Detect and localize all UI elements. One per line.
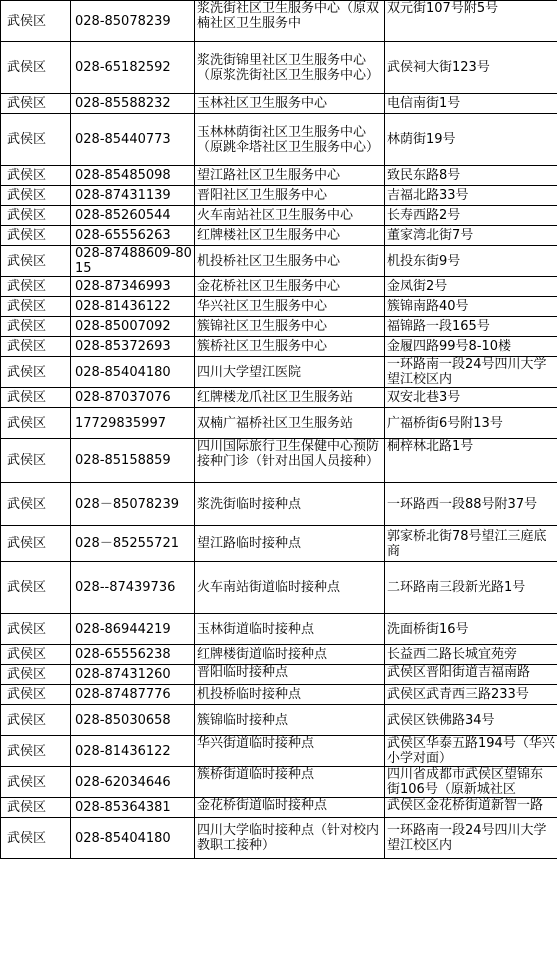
- district-cell: 武侯区: [1, 408, 71, 439]
- phone-cell: 028-65556238: [71, 645, 195, 665]
- phone-cell: 028-81436122: [71, 297, 195, 317]
- site-name-cell: 金花桥街道临时接种点: [195, 798, 385, 818]
- table-row: [1, 317, 557, 337]
- address-cell: 武侯区华泰五路194号（华兴小学对面）: [385, 736, 557, 767]
- site-name-cell: 浆洗街锦里社区卫生服务中心（原浆洗街社区卫生服务中心）: [195, 42, 385, 94]
- site-name-cell: 双楠广福桥社区卫生服务站: [195, 408, 385, 439]
- address-cell: 机投东街9号: [385, 246, 557, 277]
- site-name-cell: 望江路临时接种点: [195, 526, 385, 562]
- phone-cell: 028-85030658: [71, 705, 195, 736]
- phone-cell: 028-85372693: [71, 337, 195, 357]
- table-row: [1, 226, 557, 246]
- address-cell: 武侯区晋阳街道吉福南路: [385, 665, 557, 685]
- site-name-cell: 华兴社区卫生服务中心: [195, 297, 385, 317]
- district-cell: 武侯区: [1, 685, 71, 705]
- address-cell: 双元街107号附5号: [385, 1, 557, 42]
- district-cell: 武侯区: [1, 166, 71, 186]
- site-name-cell: 簇桥社区卫生服务中心: [195, 337, 385, 357]
- address-cell: 吉福北路33号: [385, 186, 557, 206]
- table-row: [1, 94, 557, 114]
- address-cell: 董家湾北街7号: [385, 226, 557, 246]
- phone-cell: 028-85440773: [71, 114, 195, 166]
- phone-cell: 028-87037076: [71, 388, 195, 408]
- table-row: [1, 562, 557, 614]
- table-row: [1, 767, 557, 798]
- phone-cell: 028-87488609-8015: [71, 246, 195, 277]
- site-name-cell: 机投桥社区卫生服务中心: [195, 246, 385, 277]
- district-cell: 武侯区: [1, 317, 71, 337]
- address-cell: 桐梓林北路1号: [385, 439, 557, 483]
- phone-cell: 028-65556263: [71, 226, 195, 246]
- table-row: [1, 206, 557, 226]
- address-cell: 武侯区铁佛路34号: [385, 705, 557, 736]
- phone-cell: 028-85158859: [71, 439, 195, 483]
- address-cell: 一环路南一段24号四川大学望江校区内: [385, 357, 557, 388]
- address-cell: 福锦路一段165号: [385, 317, 557, 337]
- table-row: [1, 685, 557, 705]
- table-row: [1, 186, 557, 206]
- site-name-cell: 华兴街道临时接种点: [195, 736, 385, 767]
- site-name-cell: 四川国际旅行卫生保健中心预防接种门诊（针对出国人员接种）: [195, 439, 385, 483]
- site-name-cell: 火车南站街道临时接种点: [195, 562, 385, 614]
- table-row: [1, 665, 557, 685]
- address-cell: 郭家桥北街78号望江三庭底商: [385, 526, 557, 562]
- district-cell: 武侯区: [1, 562, 71, 614]
- district-cell: 武侯区: [1, 94, 71, 114]
- district-cell: 武侯区: [1, 337, 71, 357]
- address-cell: 四川省成都市武侯区望锦东街106号（原新城社区: [385, 767, 557, 798]
- address-cell: 金履四路99号8-10楼: [385, 337, 557, 357]
- phone-cell: 028--87439736: [71, 562, 195, 614]
- address-cell: 林荫街19号: [385, 114, 557, 166]
- address-cell: 一环路西一段88号附37号: [385, 483, 557, 526]
- address-cell: 致民东路8号: [385, 166, 557, 186]
- address-cell: 洗面桥街16号: [385, 614, 557, 645]
- site-name-cell: 红牌楼社区卫生服务中心: [195, 226, 385, 246]
- site-name-cell: 火车南站社区卫生服务中心: [195, 206, 385, 226]
- table-row: [1, 114, 557, 166]
- site-name-cell: 浆洗街社区卫生服务中心（原双楠社区卫生服务中: [195, 1, 385, 42]
- phone-cell: 028-85078239: [71, 1, 195, 42]
- site-name-cell: 玉林社区卫生服务中心: [195, 94, 385, 114]
- district-cell: 武侯区: [1, 526, 71, 562]
- phone-cell: 028-87346993: [71, 277, 195, 297]
- district-cell: 武侯区: [1, 226, 71, 246]
- address-cell: 长寿西路2号: [385, 206, 557, 226]
- table-body: [1, 1, 557, 859]
- address-cell: 双安北巷3号: [385, 388, 557, 408]
- site-name-cell: 簇桥街道临时接种点: [195, 767, 385, 798]
- phone-cell: 028－85078239: [71, 483, 195, 526]
- district-cell: 武侯区: [1, 1, 71, 42]
- site-name-cell: 四川大学临时接种点（针对校内教职工接种）: [195, 818, 385, 859]
- address-cell: 电信南街1号: [385, 94, 557, 114]
- table-row: [1, 818, 557, 859]
- district-cell: 武侯区: [1, 206, 71, 226]
- district-cell: 武侯区: [1, 114, 71, 166]
- table-row: [1, 736, 557, 767]
- site-name-cell: 望江路社区卫生服务中心: [195, 166, 385, 186]
- phone-cell: 028-85007092: [71, 317, 195, 337]
- table-row: [1, 246, 557, 277]
- phone-cell: 028-87487776: [71, 685, 195, 705]
- address-cell: 二环路南三段新光路1号: [385, 562, 557, 614]
- phone-cell: 17729835997: [71, 408, 195, 439]
- table-row: [1, 337, 557, 357]
- site-name-cell: 浆洗街临时接种点: [195, 483, 385, 526]
- district-cell: 武侯区: [1, 186, 71, 206]
- phone-cell: 028-85588232: [71, 94, 195, 114]
- table-row: [1, 357, 557, 388]
- district-cell: 武侯区: [1, 798, 71, 818]
- site-name-cell: 红牌楼龙爪社区卫生服务站: [195, 388, 385, 408]
- site-name-cell: 金花桥社区卫生服务中心: [195, 277, 385, 297]
- district-cell: 武侯区: [1, 665, 71, 685]
- address-cell: 一环路南一段24号四川大学望江校区内: [385, 818, 557, 859]
- address-cell: 金凤街2号: [385, 277, 557, 297]
- site-name-cell: 晋阳社区卫生服务中心: [195, 186, 385, 206]
- district-cell: 武侯区: [1, 483, 71, 526]
- site-name-cell: 簇锦临时接种点: [195, 705, 385, 736]
- district-cell: 武侯区: [1, 736, 71, 767]
- address-cell: 武侯区武青西三路233号: [385, 685, 557, 705]
- site-name-cell: 晋阳临时接种点: [195, 665, 385, 685]
- address-cell: 长益西二路长城宜苑旁: [385, 645, 557, 665]
- phone-cell: 028-86944219: [71, 614, 195, 645]
- table-row: [1, 483, 557, 526]
- phone-cell: 028-65182592: [71, 42, 195, 94]
- phone-cell: 028-85260544: [71, 206, 195, 226]
- district-cell: 武侯区: [1, 645, 71, 665]
- phone-cell: 028-62034646: [71, 767, 195, 798]
- table-row: [1, 42, 557, 94]
- table-row: [1, 166, 557, 186]
- district-cell: 武侯区: [1, 42, 71, 94]
- table-row: [1, 705, 557, 736]
- phone-cell: 028-87431260: [71, 665, 195, 685]
- phone-cell: 028－85255721: [71, 526, 195, 562]
- address-cell: 武侯区金花桥街道新智一路: [385, 798, 557, 818]
- phone-cell: 028-85364381: [71, 798, 195, 818]
- phone-cell: 028-85404180: [71, 818, 195, 859]
- site-name-cell: 机投桥临时接种点: [195, 685, 385, 705]
- table-row: [1, 798, 557, 818]
- district-cell: 武侯区: [1, 705, 71, 736]
- address-cell: 簇锦南路40号: [385, 297, 557, 317]
- district-cell: 武侯区: [1, 357, 71, 388]
- site-name-cell: 红牌楼街道临时接种点: [195, 645, 385, 665]
- site-name-cell: 玉林林荫街社区卫生服务中心（原跳伞塔社区卫生服务中心）: [195, 114, 385, 166]
- district-cell: 武侯区: [1, 439, 71, 483]
- district-cell: 武侯区: [1, 246, 71, 277]
- site-name-cell: 玉林街道临时接种点: [195, 614, 385, 645]
- phone-cell: 028-85485098: [71, 166, 195, 186]
- site-name-cell: 四川大学望江医院: [195, 357, 385, 388]
- phone-cell: 028-87431139: [71, 186, 195, 206]
- table-row: [1, 277, 557, 297]
- district-cell: 武侯区: [1, 767, 71, 798]
- district-cell: 武侯区: [1, 388, 71, 408]
- table-row: [1, 526, 557, 562]
- phone-cell: 028-85404180: [71, 357, 195, 388]
- table-row: [1, 1, 557, 42]
- district-cell: 武侯区: [1, 297, 71, 317]
- address-cell: 武侯祠大街123号: [385, 42, 557, 94]
- address-cell: 广福桥街6号附13号: [385, 408, 557, 439]
- table-row: [1, 297, 557, 317]
- district-cell: 武侯区: [1, 818, 71, 859]
- table-row: [1, 388, 557, 408]
- table-row: [1, 645, 557, 665]
- site-name-cell: 簇锦社区卫生服务中心: [195, 317, 385, 337]
- district-cell: 武侯区: [1, 614, 71, 645]
- district-cell: 武侯区: [1, 277, 71, 297]
- table-row: [1, 614, 557, 645]
- table-row: [1, 439, 557, 483]
- table-row: [1, 408, 557, 439]
- phone-cell: 028-81436122: [71, 736, 195, 767]
